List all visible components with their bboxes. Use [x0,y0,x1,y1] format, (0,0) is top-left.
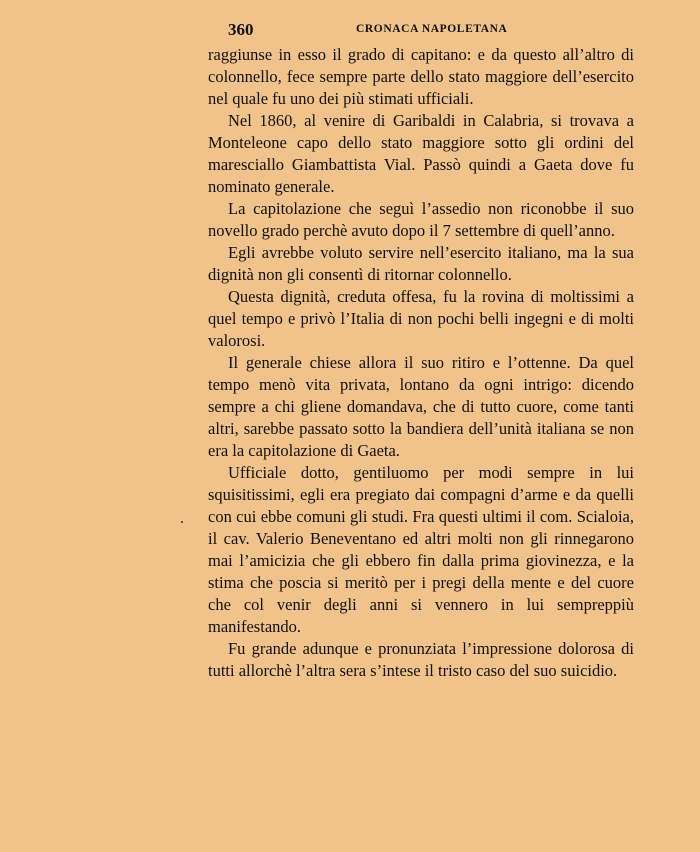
ink-speck [181,521,183,523]
paragraph-7: Ufficiale dotto, gentiluomo per modi sempre in lui squisitissimi, egli era pregiato dai compagni d’arme e da quelli con cui ebbe comuni gli studi. Fra questi ultimi il com. Scialoia, il cav. Valerio Beneventano ed altri molti non gli rinnegarono mai l’amicizia che gli ebbero fin dalla prima giovinezza, e la stima che poscia si meritò per i pregi della mente e del cuore che col venir degli anni si vennero in lui sempreppiù manifestando. [208,463,634,636]
paragraph-1: raggiunse in esso il grado di capitano: e da questo all’altro di colonnello, fece sempre parte dello stato maggiore dell’esercito nel quale fu uno dei più stimati ufficiali. [208,45,634,108]
page-header [208,20,640,44]
page-number: 360 [228,20,254,39]
paragraph-8: Fu grande adunque e pronunziata l’impressione dolorosa di tutti allorchè l’altra sera s’intese il tristo caso del suo suicidio. [208,639,634,680]
running-title: CRONACA NAPOLETANA [356,23,508,35]
body-text [208,44,634,682]
paragraph-5: Questa dignità, creduta offesa, fu la rovina di moltissimi a quel tempo e privò l’Italia di non pochi belli ingegni e di molti valorosi. [208,287,634,350]
paragraph-2: Nel 1860, al venire di Garibaldi in Calabria, si trovava a Monteleone capo dello stato maggiore sotto gli ordini del maresciallo Giambattista Vial. Passò quindi a Gaeta dove fu nominato generale. [208,111,634,196]
paragraph-4: Egli avrebbe voluto servire nell’esercito italiano, ma la sua dignità non gli consentì di ritornar colonnello. [208,243,634,284]
paragraph-6: Il generale chiese allora il suo ritiro e l’ottenne. Da quel tempo menò vita privata, lontano da ogni intrigo: dicendo sempre a chi gliene domandava, che di tutto cuore, come tanti altri, sarebbe passato sotto la bandiera dell’unità italiana se non era la capitolazione di Gaeta. [208,353,634,460]
paragraph-3: La capitolazione che seguì l’assedio non riconobbe il suo novello grado perchè avuto dopo il 7 settembre di quell’anno. [208,199,634,240]
